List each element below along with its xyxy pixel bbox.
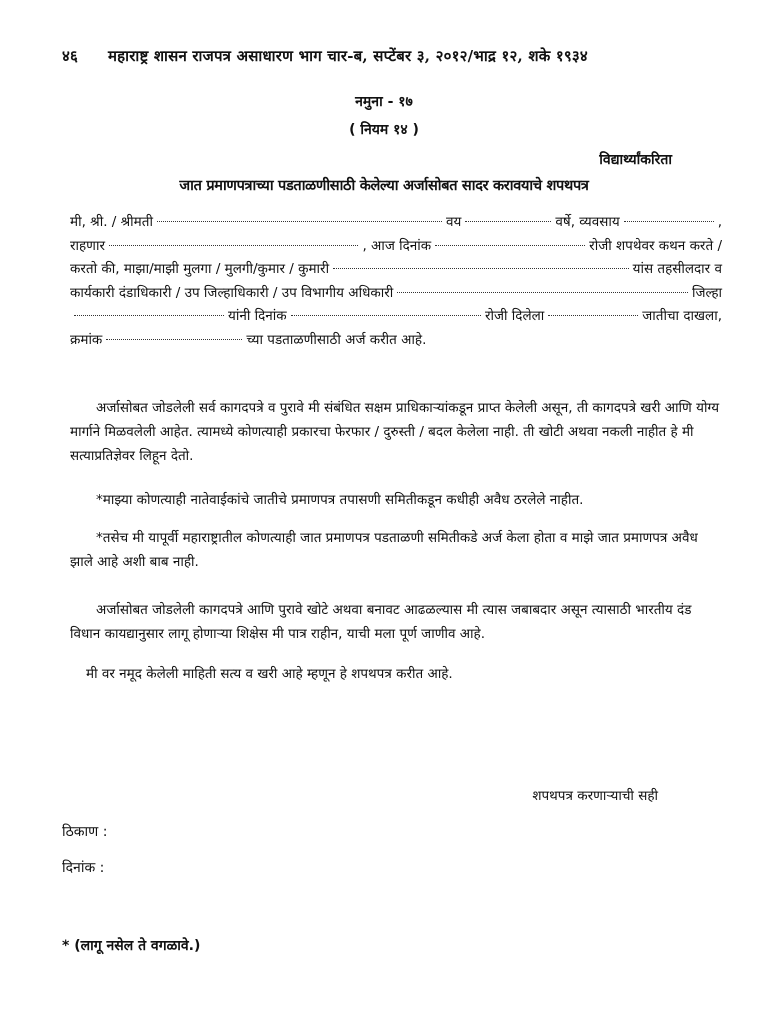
age-label: वय [446,214,462,230]
residence-label: राहणार [70,237,105,254]
age-blank [465,221,551,222]
issued-date-label: यांनी दिनांक [228,308,287,324]
today-date-blank [435,245,585,246]
issued-date-blank [291,315,481,316]
paragraph-relatives: *माझ्या कोणत्याही नातेवाईकांचे जातीचे प्रमाणपत्र तपासणी समितीकडून कधीही अवैध ठरलेले नाहीत. [96,492,584,508]
fill-line-number [70,330,722,354]
form-number: नमुना - १७ [355,94,413,110]
number-blank [106,339,242,340]
today-date-label: , आज दिनांक [362,237,432,254]
fill-line-certificate [70,306,722,330]
issued-on-label: रोजी दिलेला [484,308,545,324]
child-name-blank [333,268,629,269]
tahsildar-label: यांस तहसीलदार व [632,261,722,277]
occupation-label: वर्षे, व्यवसाय [555,214,620,230]
number-label: क्रमांक [70,331,103,348]
occupation-blank [624,221,714,222]
residence-blank [109,245,358,246]
affidavit-title: जात प्रमाणपत्राच्या पडताळणीसाठी केलेल्या अर्जासोबत सादर करावयाचे शपथपत्र [179,178,589,194]
district-blank [74,315,224,316]
footnote: * (लागू नसेल ते वगळावे.) [62,938,201,954]
paragraph-documents: अर्जासोबत जोडलेली सर्व कागदपत्रे व पुरावे मी संबंधित सक्षम प्राधिकाऱ्यांकडून प्राप्त केलेली असून, ती कागदपत्रे खरी आणि योग्य मार्गाने मिळवलेली आहेत. त्यामध्ये कोणत्याही प्रकारचा फेरफार / दुरुस्ती / बदल केलेला नाही. ती खोटी अथवा नकली नाहीत हे मी सत्याप्रतिज्ञेवर लिहून देतो. [70,400,720,464]
fill-line-residence [70,236,722,260]
paragraph-previous-application: *तसेच मी यापूर्वी महाराष्ट्रातील कोणत्याही जात प्रमाणपत्र पडताळणी समितीकडे अर्ज केला होता व माझे जात प्रमाणपत्र अवैध झाले आहे अशी बाब नाही. [70,530,698,570]
fill-line-child [70,259,722,283]
signature-label: शपथपत्र करणाऱ्याची सही [532,788,658,804]
fill-line-authority [70,283,722,307]
name-blank [157,221,442,222]
paragraph-penalty: अर्जासोबत जोडलेली कागदपत्रे आणि पुरावे खोटे अथवा बनावट आढळल्यास मी त्यास जबाबदार असून त्यासाठी भारतीय दंड विधान कायद्यानुसार लागू होणाऱ्या शिक्षेस मी पात्र राहीन, याची मला पूर्ण जाणीव आहे. [70,602,692,642]
oath-statement: रोजी शपथेवर कथन करते / [589,237,722,254]
child-label: करतो की, माझा/माझी मुलगा / मुलगी/कुमार / कुमारी [70,261,330,277]
verification-text: च्या पडताळणीसाठी अर्ज करीत आहे. [246,331,427,348]
fill-in-section [70,212,722,353]
page-number: ४६ [62,47,79,65]
gazette-title: महाराष्ट्र शासन राजपत्र असाधारण भाग चार-ब, सप्टेंबर ३, २०१२/भाद्र १२, शके १९३४ [108,47,588,65]
for-students-label: विद्यार्थ्यांकरिता [599,152,672,168]
caste-blank [548,315,638,316]
fill-line-name [70,212,722,236]
caste-certificate-label: जातीचा दाखला, [642,308,722,324]
comma-text: , [717,214,722,230]
name-label: मी, श्री. / श्रीमती [70,214,153,230]
rule-reference: ( नियम १४ ) [349,122,419,138]
district-label: जिल्हा [692,284,722,301]
authority-label: कार्यकारी दंडाधिकारी / उप जिल्हाधिकारी / उप विभागीय अधिकारी [70,284,394,301]
authority-blank [397,292,688,293]
gazette-header [62,46,722,66]
date-label: दिनांक : [62,860,105,876]
paragraph-declaration: मी वर नमूद केलेली माहिती सत्य व खरी आहे म्हणून हे शपथपत्र करीत आहे. [86,666,453,682]
place-label: ठिकाण : [62,824,108,840]
